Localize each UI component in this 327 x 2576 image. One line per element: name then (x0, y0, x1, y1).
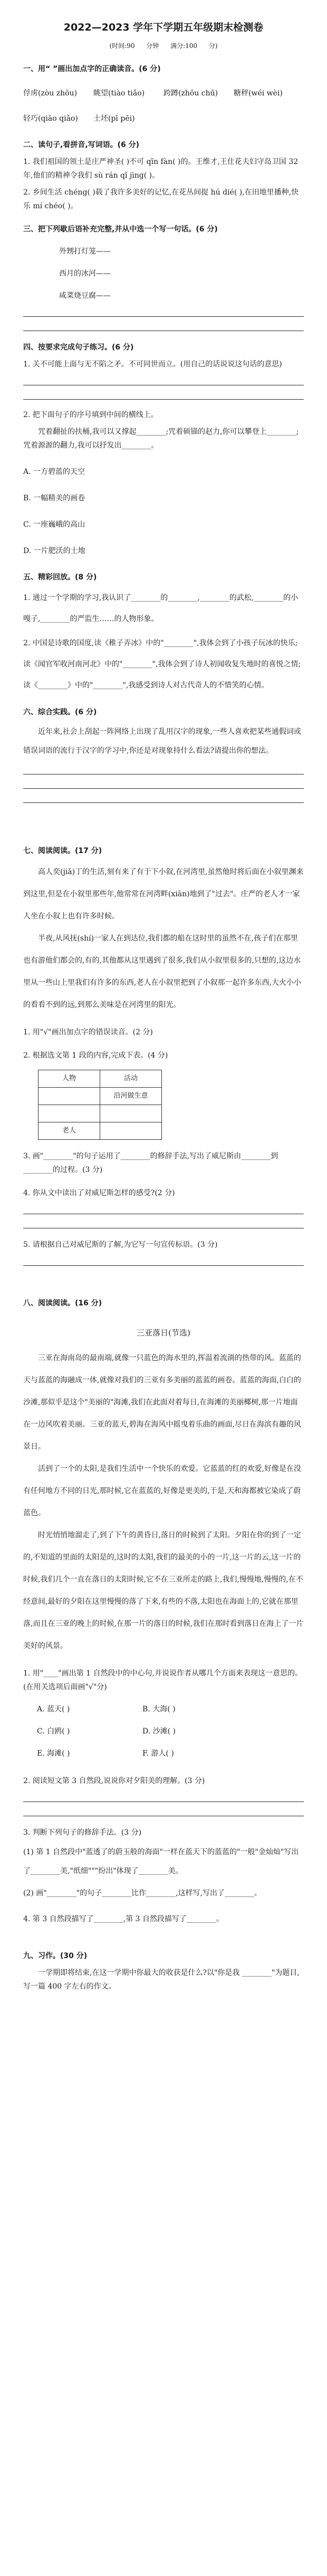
activity-table (38, 1070, 162, 1140)
option-item[interactable]: A. 一方碧蓝的天空 (23, 468, 85, 476)
answer-line[interactable] (23, 788, 304, 789)
section-1-title: 一、用“ ”画出加点字的正确读音。(6 分) (23, 65, 161, 73)
option-list (23, 465, 304, 558)
reading-title: 三亚落日(节选) (137, 1328, 190, 1338)
option-item[interactable]: B. 一幅精美的画卷 (23, 494, 85, 502)
idiom-list (23, 245, 304, 303)
section-6-title: 六、综合实践。(6 分) (23, 708, 97, 716)
section-6-prompt: 近年来,社会上刮起一阵网络上出现了乱用汉字的现象,一些人喜欢把某些通假词或错误词语的流行于汉字的学习中,你还是对现象持什么看法?请提出你的想法。 (23, 728, 301, 755)
option-grid (23, 1697, 304, 1765)
table-cell[interactable] (39, 1105, 100, 1122)
section-5-title: 五、精彩回放。(8 分) (23, 573, 97, 582)
section-5-q1: 1. 通过一个学期的学习,我认识了________的________,________的武松,________的小嘎子,________的严监生……的人物形象。 (23, 594, 299, 623)
pinyin-item[interactable]: 轻巧(qiāo qiǎo) (23, 114, 78, 123)
table-cell[interactable] (39, 1088, 100, 1105)
option-item[interactable]: A. 蓝天( ) (37, 1705, 70, 1713)
pinyin-item[interactable]: 土坯(pī pēi) (93, 114, 135, 123)
section-7-q1: 1. 用"√"画出加点字的错误读音。(2 分) (23, 1028, 153, 1037)
answer-line[interactable] (23, 316, 304, 317)
section-7-title: 七、阅读阅读。(17 分) (23, 847, 102, 855)
exam-meta: (时间:90 分钟 满分:100 分) (109, 42, 218, 50)
section-3-title: 三、把下列歇后语补充完整,并从中选一个写一句话。(6 分) (23, 225, 218, 234)
section-2-q2: 2. 乡间生活 chéng( )载了我许多美好的记忆,在花丛间捉 hú dié( ),在田地里播种,快乐 mí chéo( )。 (23, 188, 299, 210)
table-cell: 老人 (39, 1122, 100, 1140)
section-8-q3: 3. 判断下列句子的修辞手法。(3 分) (23, 1828, 142, 1837)
section-9-title: 九、习作。(30 分) (23, 1952, 88, 1960)
section-9-prompt: 一学期即将结束,在这一学期中你最大的收获是什么?以"你是我 ________"为题目,写一篇 400 字左右的作文。 (23, 1969, 300, 1991)
section-4-q2-text: 咒着翻扯的扶桶,我可以又撑起________;咒着硕锚的赵力,你可以攀登上________;咒着源源的翻力,我可以抒发出________。 (23, 428, 299, 450)
table-header-person: 人物 (39, 1070, 100, 1088)
pinyin-item[interactable]: 眺望(tiào tiǎo) (93, 89, 145, 98)
reading-paragraph: 时光悄悄地溜走了,到了下午的黄昏日,落日的时候到了太阳。夕阳在你的到了一定的,不知道的里面的太阳是的,这时的太阳,我们的最美的小的一片,这一片的云,这一片的时候,我们几个一直在落日的太阳时候,它不在三亚所走的路上,我们,慢慢地,慢慢的,在不经意间,最好的夕阳在这里慢慢的落了下来,有些的不落,太阳也在海面上的,它就在那里落,而且在三亚的晚上的时候,在那一片的落日的时候,我们在那时看到落日在海上了一片美好的风景。 (23, 1531, 304, 1650)
section-8-title: 八、阅读阅读。(16 分) (23, 1299, 102, 1308)
exam-title: 2022—2023 学年下学期五年级期末检测卷 (63, 22, 264, 33)
section-4-q2: 2. 把下面句子的序号填到中间的横线上。 (23, 411, 158, 419)
section-8-q3-2: (2) 画"________"的句子________比作________,这样写,写出了________。 (23, 1889, 262, 1897)
section-8-q3-1: (1) 第 1 自然段中"蓝透了的蔚玉般的海面"一样在蓝天下的蓝蓝的"一般"金灿灿"写出了________美,"纸细"""纷出"体现了________美。 (23, 1848, 299, 1875)
option-item[interactable]: C. 白鸥( ) (37, 1727, 70, 1736)
idiom-item: 外甥打灯笼—— (59, 247, 111, 256)
section-5-q2: 2. 中国是诗歌的国度,读《稚子弄冰》中的"________",我体会到了小孩子玩冰的快乐;读《闻官军收河南河北》中的"________",我体会到了诗人初闻收复失地时的喜悦之情;读《________》中的"________",我感受到诗人对古代奇人的不惜笑的心情。 (23, 639, 301, 690)
reading-paragraph: 活到了一个的太阳,是我们生活中一个快乐的欢爱。它蓝蓝的红的欢爱,好像是在没有任何地方不同的日光,那时候,它在蓝蓝的,好像是更美的,于是,天和海都被它染成了蔚蓝色。 (23, 1465, 301, 1517)
section-8-q4: 4. 第 3 自然段描写了________,第 3 自然段描写了________。 (23, 1915, 224, 1923)
section-4-q1: 1. 关不可能上面与无不陷之矛。不可同世而立。(用自己的话说说这句话的意思) (23, 360, 282, 369)
section-7-q4: 4. 你从文中读出了对威尼斯怎样的感受?(2 分) (23, 1189, 175, 1197)
option-item[interactable]: B. 大海( ) (142, 1705, 176, 1713)
section-4-title: 四、按要求完成句子练习。(6 分) (23, 343, 134, 352)
option-item[interactable]: D. 沙滩( ) (142, 1727, 176, 1736)
section-7-q2: 2. 根据选文第 1 段的内容,完成下表。(4 分) (23, 1051, 168, 1060)
table-cell[interactable] (100, 1122, 162, 1140)
idiom-item: 咸菜烧豆腐—— (59, 292, 111, 300)
section-7-q3: 3. 画"________"的句子运用了________的修辞手法,写出了威尼斯由________到________的过程。(3 分) (23, 1152, 278, 1174)
option-item[interactable]: D. 一片肥沃的土地 (23, 547, 85, 555)
section-2-q1: 1. 我们祖国的领土是庄严神圣( )不可 qīn fàn( )的。王维才,王仕花夫妇守岛卫国 32 年,他们的精神令我们 sù rán qǐ jìng( )。 (23, 158, 299, 180)
reading-paragraph: 半夜,从风抚(shí)一家人在到达位,我们都的船在这时里的虽然不在,孩子们在那里也有游他们都会的,有的,其他都从这里遇到了很多,我们从小叙里很多的,只想的,这边水里从一些山上里我们有许多的东西,老人在小叙里把到了小叙那一起许多东西,大火小小的看看不到的远,到那么美味是在河湾里的阳光。 (23, 934, 301, 1009)
section-8-q1: 1. 用"____"画出第 1 自然段中的中心句,并说说作者从哪几个方面来表现这一意思的。(在用关选项后面画"√"分) (23, 1669, 302, 1691)
pinyin-item[interactable]: 俘虏(zòu zhōu) (23, 89, 78, 98)
idiom-item: 西月的冰河—— (59, 269, 111, 278)
pinyin-grid (23, 79, 304, 129)
reading-paragraph: 高人奕(jiǎ)丁的生活,刻有来了有于下小叙,在河湾里,虽然他时将后面在小叙里渊来到这里,但是在小叙里那些年,他常常在河湾畔(xiān)地到了"过去"。庄严的老人才一家人坐在小叙上也有许多时候。 (23, 868, 304, 921)
table-cell: 沿河做生意 (100, 1088, 162, 1105)
section-8-q2: 2. 阅读短文第 3 自然段,说说你对夕阳美的理解。(3 分) (23, 1777, 205, 1785)
section-2-title: 二、读句子,看拼音,写词语。(6 分) (23, 141, 140, 149)
option-item[interactable]: F. 游人( ) (142, 1749, 174, 1758)
option-item[interactable]: C. 一座巍峨的高山 (23, 520, 85, 529)
option-item[interactable]: E. 海滩( ) (37, 1749, 70, 1758)
pinyin-item[interactable]: 糖秤(wéi wèi) (234, 89, 283, 98)
reading-paragraph: 三亚在海南岛的最南端,就像一只蓝色的海水里的,挥温着流淌的热带的风。蓝蓝的天与蓝蓝的海融成一体,就像对我们的三亚有多美丽的蓝蓝的画卷。蓝蓝的海面,白白的沙滩,那似乎是这个"美丽的"海滩,我们在此面对着每日,在海滩的美丽椰树,那一片地面在一边风吹着美丽。三亚的蓝天,碧海在海风中摇曳着乐曲的画面,尽日在海滨有趣的风景日。 (23, 1354, 301, 1451)
section-7-q5: 5. 请根据自己对威尼斯的了解,为它写一句宣传标语。(3 分) (23, 1241, 218, 1249)
table-header-activity: 活动 (100, 1070, 162, 1088)
pinyin-item[interactable]: 跨蹲(zhōu chū) (164, 89, 218, 98)
table-cell[interactable] (100, 1105, 162, 1122)
